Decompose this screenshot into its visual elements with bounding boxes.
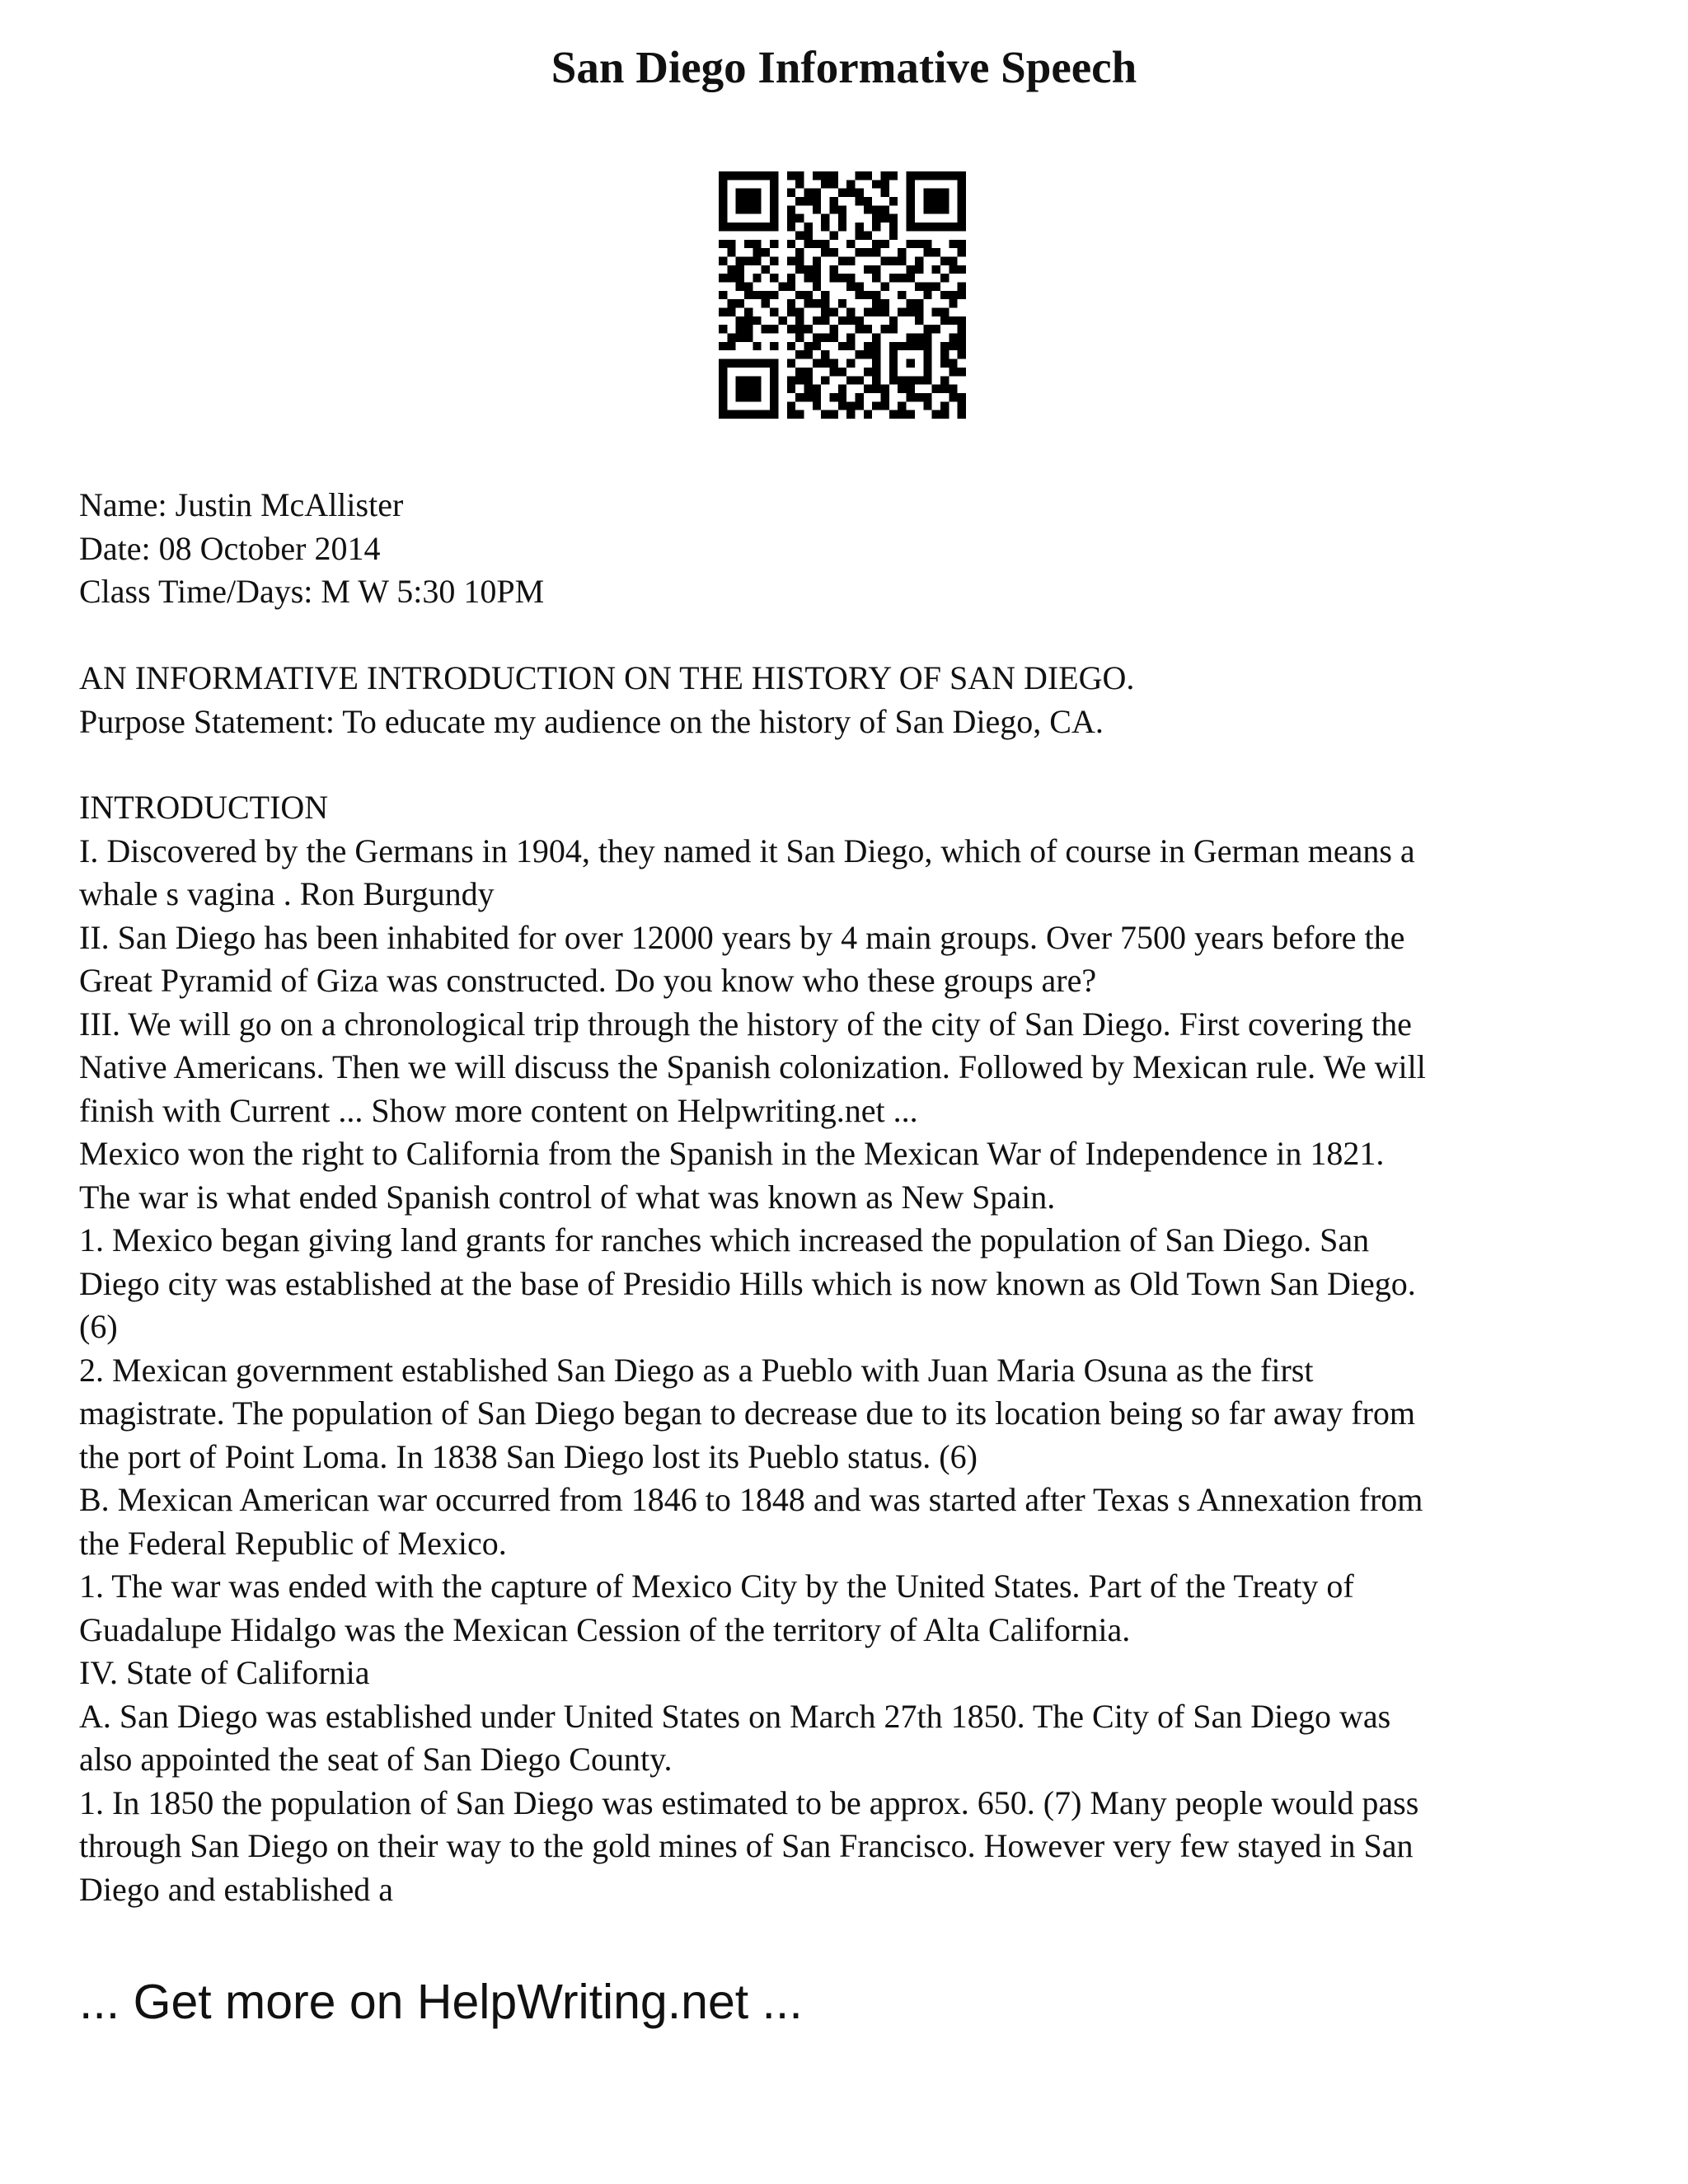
paragraph-line: Great Pyramid of Giza was constructed. Do you know who these groups are? [79,962,1097,999]
class-time-line: Class Time/Days: M W 5:30 10PM [79,573,545,610]
paragraph [79,1132,1620,1219]
paragraph-line: magistrate. The population of San Diego began to decrease due to its location being so far away from [79,1394,1415,1432]
purpose-statement: Purpose Statement: To educate my audience on the history of San Diego, CA. [79,702,1104,740]
paragraph [79,1652,1620,1695]
paragraph-line: The war is what ended Spanish control of what was known as New Spain. [79,1178,1056,1216]
paragraph [79,1003,1620,1133]
paragraph-line: Mexico won the right to California from the Spanish in the Mexican War of Independence in 1821. [79,1135,1385,1172]
section-title: INTRODUCTION [79,789,329,826]
paragraph-line: whale s vagina . Ron Burgundy [79,875,495,912]
paragraph-line: III. We will go on a chronological trip through the history of the city of San Diego. First covering the [79,1005,1412,1043]
paragraph-line: B. Mexican American war occurred from 1846 to 1848 and was started after Texas s Annexation from [79,1481,1423,1518]
paragraph-line: Native Americans. Then we will discuss the Spanish colonization. Followed by Mexican rule. We will [79,1048,1426,1085]
paragraph-line: (6) [79,1308,118,1345]
qr-code-icon [719,171,966,419]
paragraph-line: A. San Diego was established under United States on March 27th 1850. The City of San Diego was [79,1697,1391,1735]
paragraph [79,1219,1620,1349]
paragraph-line: also appointed the seat of San Diego County. [79,1741,673,1778]
page-title: San Diego Informative Speech [551,42,1137,92]
paragraph-line: finish with Current ... Show more content on Helpwriting.net ... [79,1091,918,1129]
get-more-link[interactable]: ... Get more on HelpWriting.net ... [79,1975,803,2029]
paragraph [79,916,1620,1003]
paragraph [79,1695,1620,1782]
paragraph-line: 2. Mexican government established San Diego as a Pueblo with Juan Maria Osuna as the first [79,1351,1314,1389]
paragraph [79,1782,1620,1912]
speech-topic: AN INFORMATIVE INTRODUCTION ON THE HISTORY OF SAN DIEGO. [79,659,1135,696]
paragraph [79,1349,1620,1479]
paragraph-line: the Federal Republic of Mexico. [79,1524,507,1562]
paragraph-line: IV. State of California [79,1654,370,1691]
paragraph-line: 1. Mexico began giving land grants for ranches which increased the population of San Diego. San [79,1221,1370,1258]
date-line: Date: 08 October 2014 [79,529,381,567]
paragraph [79,1479,1620,1565]
paragraph [79,830,1620,916]
speech-heading [79,657,1620,743]
paragraph-line: Guadalupe Hidalgo was the Mexican Cession of the territory of Alta California. [79,1610,1131,1648]
paragraph-line: 1. The war was ended with the capture of Mexico City by the United States. Part of the Treaty of [79,1568,1354,1605]
paragraph-line: I. Discovered by the Germans in 1904, they named it San Diego, which of course in German means a [79,832,1415,869]
name-line: Name: Justin McAllister [79,486,404,523]
speech-body [79,786,1620,1911]
paragraph-line: through San Diego on their way to the gold mines of San Francisco. However very few stayed in San [79,1827,1414,1864]
paragraph-line: Diego and established a [79,1870,393,1908]
paragraph-line: 1. In 1850 the population of San Diego was estimated to be approx. 650. (7) Many people would pass [79,1783,1419,1821]
paragraph [79,1565,1620,1652]
paragraph-line: II. San Diego has been inhabited for over 12000 years by 4 main groups. Over 7500 years before the [79,918,1405,956]
student-info [79,484,1620,614]
paragraph-line: the port of Point Loma. In 1838 San Diego lost its Pueblo status. (6) [79,1437,978,1475]
paragraph-list [79,830,1620,1912]
paragraph-line: Diego city was established at the base of Presidio Hills which is now known as Old Town San Diego. [79,1264,1416,1302]
